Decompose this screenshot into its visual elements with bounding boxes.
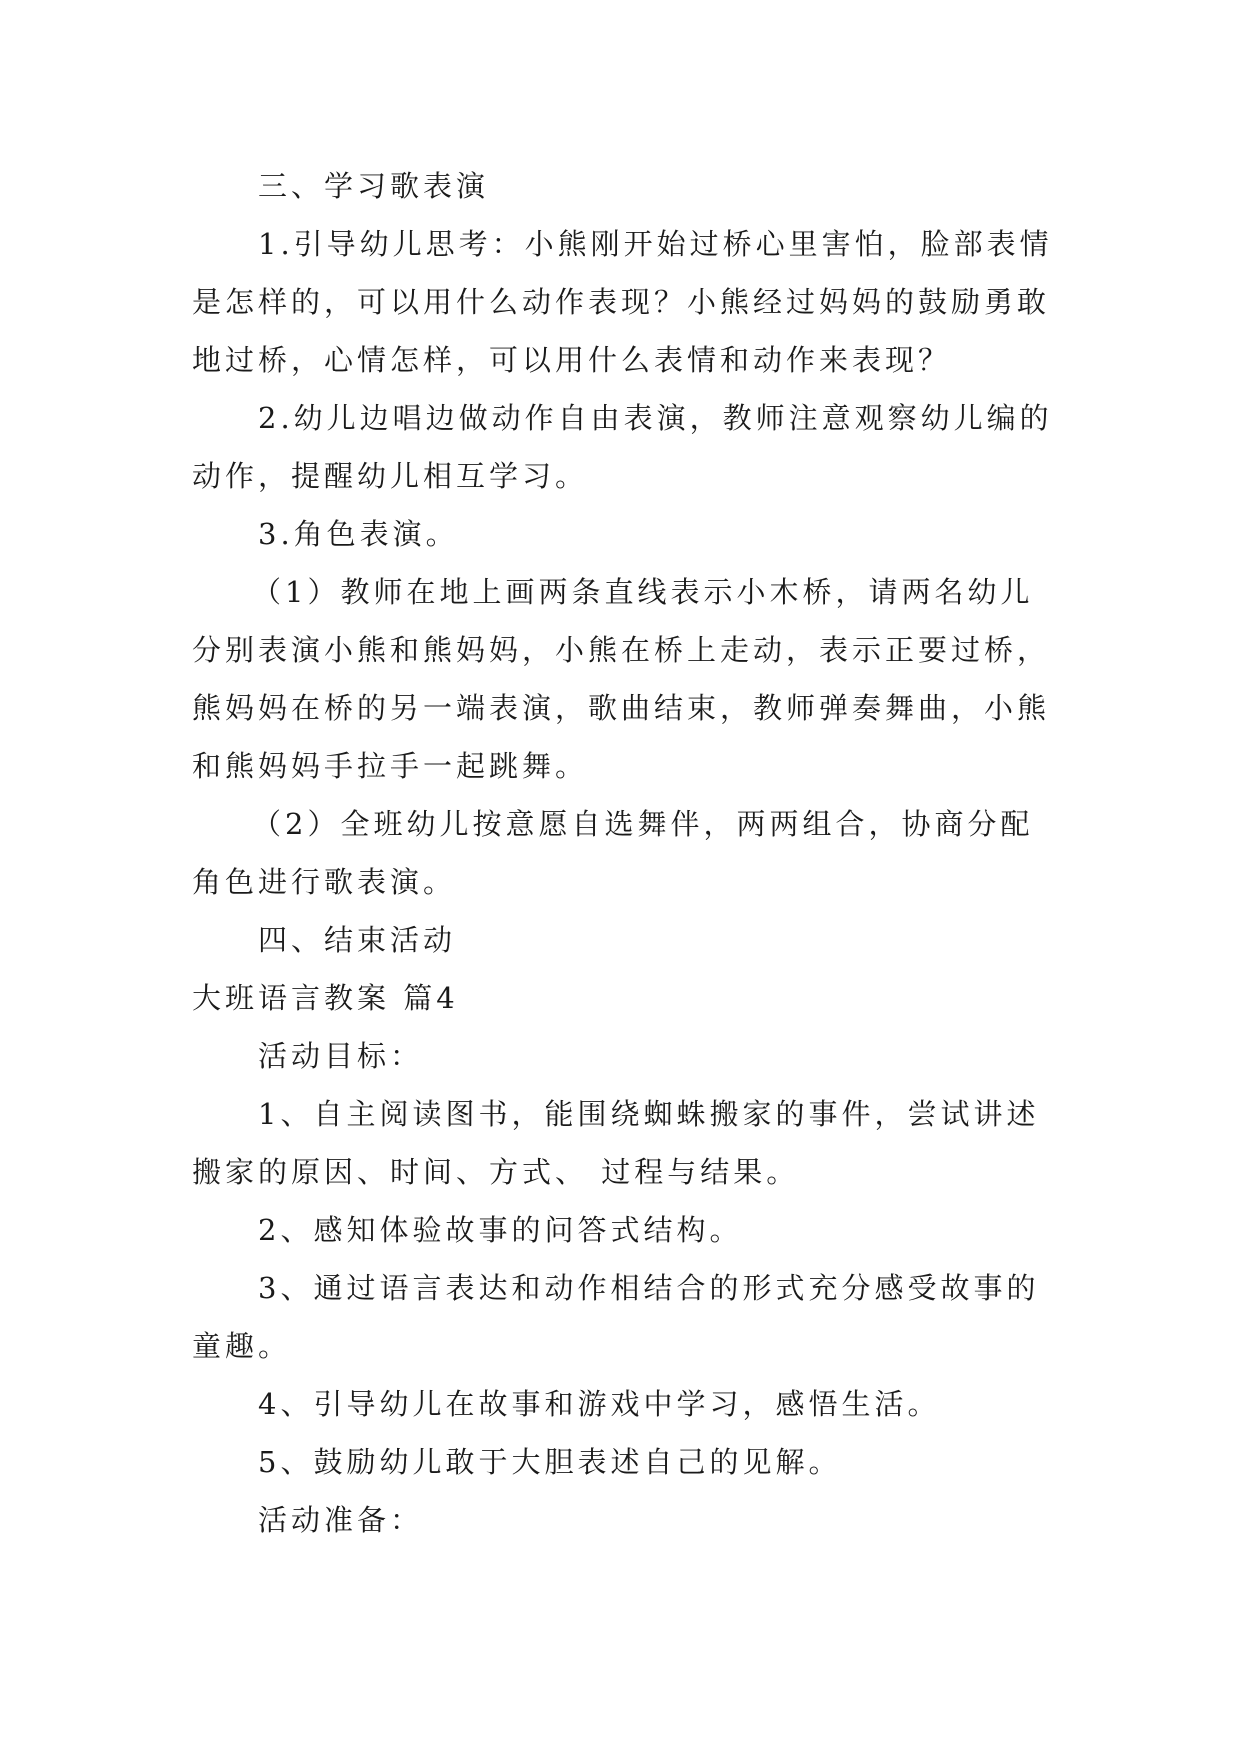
paragraph-line: 3、通过语言表达和动作相结合的形式充分感受故事的: [258, 1271, 1040, 1305]
paragraph-line: 童趣。: [192, 1329, 292, 1363]
paragraph-line: 地过桥，心情怎样，可以用什么表情和动作来表现？: [192, 343, 952, 377]
paragraph-line: 1.引导幼儿思考：小熊刚开始过桥心里害怕，脸部表情: [258, 227, 1053, 261]
section-heading-3: 三、学习歌表演: [258, 169, 490, 203]
paragraph-line: 角色进行歌表演。: [192, 865, 457, 899]
subheading-goals: 活动目标：: [258, 1039, 424, 1073]
paragraph-line: 是怎样的，可以用什么动作表现？小熊经过妈妈的鼓励勇敢: [192, 285, 1051, 319]
paragraph-line: （2）全班幼儿按意愿自选舞伴，两两组合，协商分配: [252, 807, 1034, 841]
paragraph-line: 分别表演小熊和熊妈妈，小熊在桥上走动，表示正要过桥，: [192, 633, 1051, 667]
section-heading-4: 四、结束活动: [258, 923, 457, 957]
subheading-preparation: 活动准备：: [258, 1503, 424, 1537]
paragraph-line: 和熊妈妈手拉手一起跳舞。: [192, 749, 589, 783]
paragraph-line: 2、感知体验故事的问答式结构。: [258, 1213, 743, 1247]
lesson-title: 大班语言教案 篇4: [192, 981, 459, 1015]
paragraph-line: 1、自主阅读图书，能围绕蜘蛛搬家的事件，尝试讲述: [258, 1097, 1040, 1131]
paragraph-line: 5、鼓励幼儿敢于大胆表述自己的见解。: [258, 1445, 842, 1479]
paragraph-line: 4、引导幼儿在故事和游戏中学习，感悟生活。: [258, 1387, 941, 1421]
paragraph-line: 熊妈妈在桥的另一端表演，歌曲结束，教师弹奏舞曲，小熊: [192, 691, 1051, 725]
paragraph-line: 2.幼儿边唱边做动作自由表演，教师注意观察幼儿编的: [258, 401, 1053, 435]
paragraph-line: 搬家的原因、时间、方式、 过程与结果。: [192, 1155, 800, 1189]
paragraph-line: 动作，提醒幼儿相互学习。: [192, 459, 589, 493]
paragraph-line: 3.角色表演。: [258, 517, 459, 551]
paragraph-line: （1）教师在地上画两条直线表示小木桥，请两名幼儿: [252, 575, 1034, 609]
